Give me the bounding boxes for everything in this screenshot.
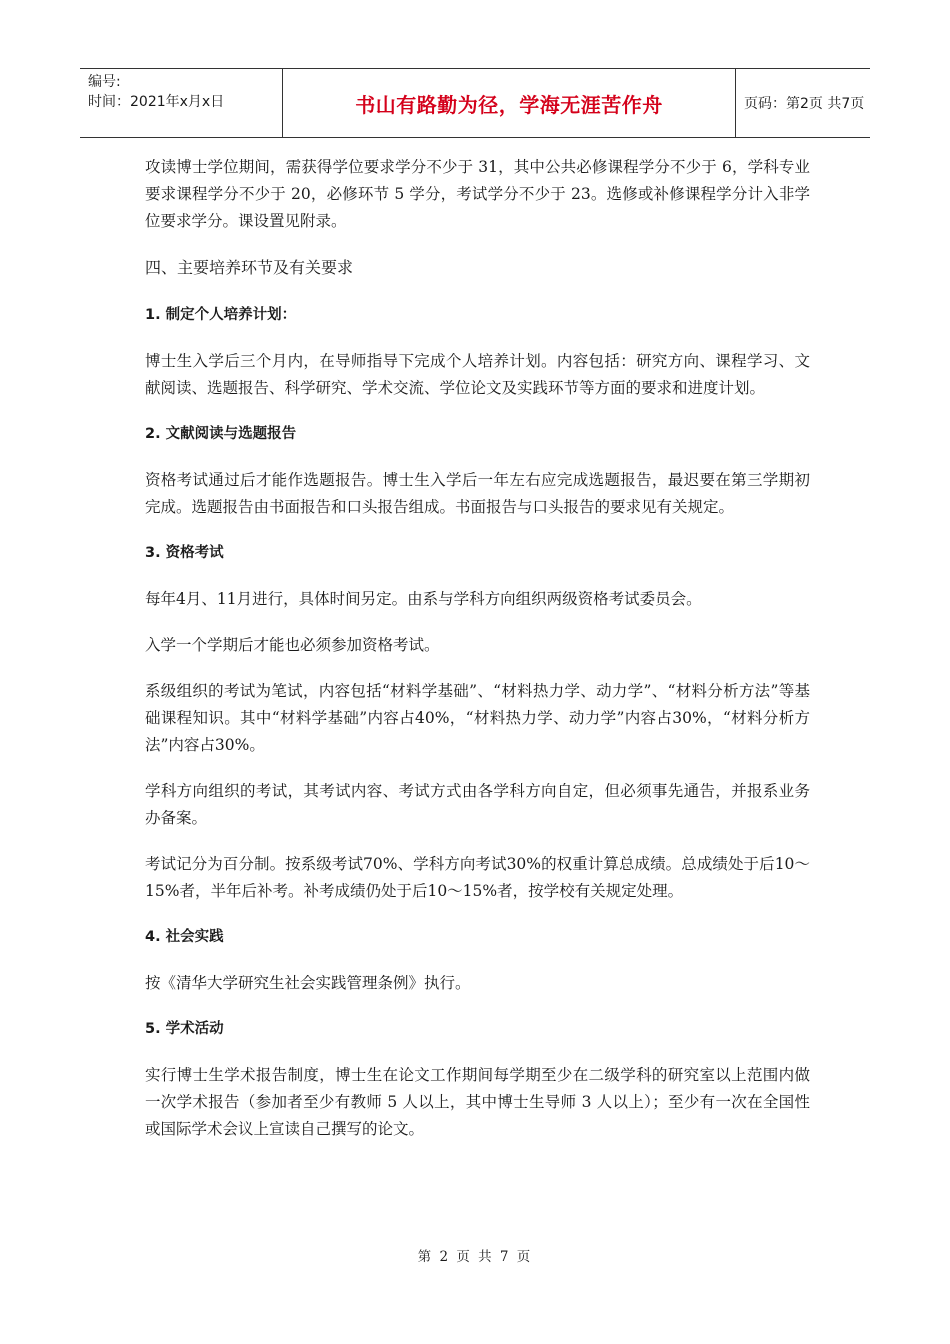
header-motto-cell xyxy=(282,69,736,137)
exam-eligibility-paragraph: 入学一个学期后才能也必须参加资格考试。 xyxy=(145,636,440,654)
motto-text: 书山有路勤为径，学海无涯苦作舟 xyxy=(355,92,663,117)
section-heading: 四、主要培养环节及有关要求 xyxy=(145,258,354,277)
exam-schedule-paragraph: 每年4月、11月进行，具体时间另定。由系与学科方向组织两级资格考试委员会。 xyxy=(145,590,702,608)
credit-requirements-paragraph: 攻读博士学位期间，需获得学位要求学分不少于 31，其中公共必修课程学分不少于 6，学科专业要求课程学分不少于 20，必修环节 5 学分，考试学分不少于 23。选修或补修课程学分计入非学位要求学分。课设置见附录。 xyxy=(145,158,810,230)
number-label: 编号: xyxy=(88,74,121,90)
department-exam-paragraph: 系级组织的考试为笔试，内容包括“材料学基础”、“材料热力学、动力学”、“材料分析方法”等基础课程知识。其中“材料学基础”内容占40%，“材料热力学、动力学”内容占30%，“材料分析方法”内容占30%。 xyxy=(145,682,810,754)
header-meta-cell xyxy=(80,69,282,137)
page-header xyxy=(80,68,870,138)
subsection-heading-4: 4. 社会实践 xyxy=(145,929,224,945)
subsection-heading-1: 1. 制定个人培养计划： xyxy=(145,307,297,323)
discipline-exam-paragraph: 学科方向组织的考试，其考试内容、考试方式由各学科方向自定，但必须事先通告，并报系业务办备案。 xyxy=(145,782,810,827)
literature-paragraph: 资格考试通过后才能作选题报告。博士生入学后一年左右应完成选题报告，最迟要在第三学期初完成。选题报告由书面报告和口头报告组成。书面报告与口头报告的要求见有关规定。 xyxy=(145,471,810,516)
header-page-cell xyxy=(736,69,870,137)
page-info: 页码：第2页 共7页 xyxy=(744,96,865,112)
subsection-heading-2: 2. 文献阅读与选题报告 xyxy=(145,426,297,442)
academic-activity-paragraph: 实行博士生学术报告制度，博士生在论文工作期间每学期至少在二级学科的研究室以上范围内做一次学术报告（参加者至少有教师 5 人以上，其中博士生导师 3 人以上）；至少有一次在全国性或国际学术会议上宣读自己撰写的论文。 xyxy=(145,1066,810,1138)
document-body xyxy=(145,154,810,1162)
scoring-paragraph: 考试记分为百分制。按系级考试70%、学科方向考试30%的权重计算总成绩。总成绩处于后10～15%者，半年后补考。补考成绩仍处于后10～15%者，按学校有关规定处理。 xyxy=(145,855,810,900)
subsection-heading-3: 3. 资格考试 xyxy=(145,545,224,561)
time-label: 时间：2021年x月x日 xyxy=(88,94,225,110)
training-plan-paragraph: 博士生入学后三个月内，在导师指导下完成个人培养计划。内容包括：研究方向、课程学习、文献阅读、选题报告、科学研究、学术交流、学位论文及实践环节等方面的要求和进度计划。 xyxy=(145,352,810,397)
subsection-heading-5: 5. 学术活动 xyxy=(145,1021,224,1037)
social-practice-paragraph: 按《清华大学研究生社会实践管理条例》执行。 xyxy=(145,974,471,992)
page-footer: 第 2 页 共 7 页 xyxy=(417,1249,533,1265)
